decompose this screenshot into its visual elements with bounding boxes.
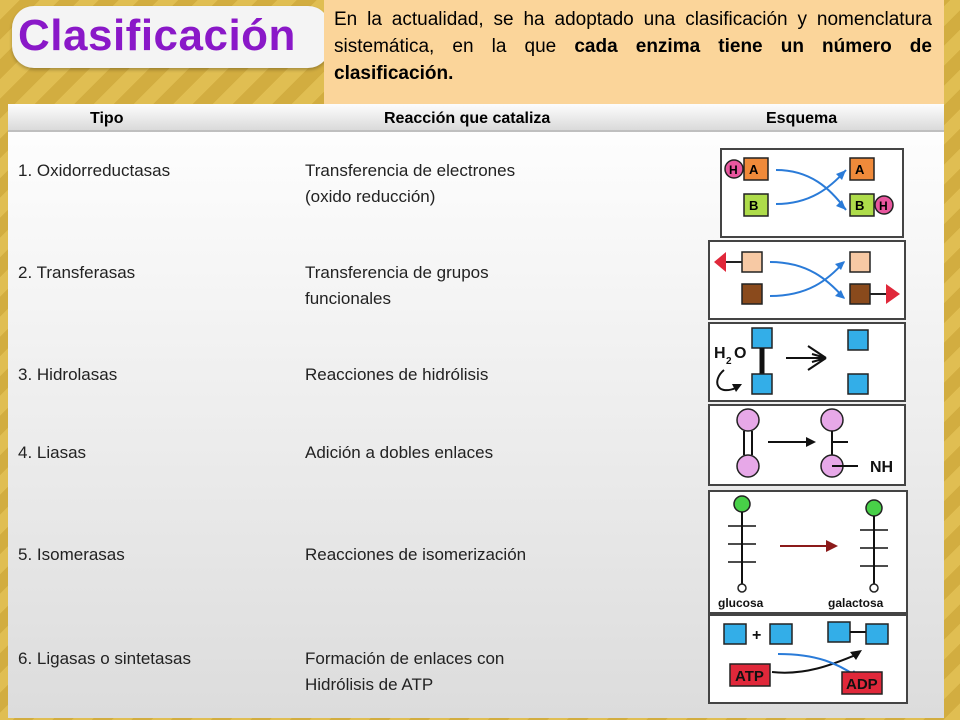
row-1-tipo: 1. Oxidorreductasas: [18, 161, 171, 180]
a-label-left: A: [749, 162, 759, 177]
intro-text: En la actualidad, se ha adoptado una clasificación y nomenclatura sistemática, en la que: [334, 9, 932, 57]
nh-label: NH: [870, 459, 894, 476]
row-1-reaccion-line-2: (oxido reducción): [305, 187, 436, 206]
row-4-tipo: 4. Liasas: [18, 443, 87, 462]
slide-title: Clasificación: [18, 11, 296, 60]
h-label-left: H: [729, 163, 738, 177]
scheme-isomerasas: [708, 490, 908, 614]
row-5-reaccion: Reacciones de isomerización: [305, 545, 527, 564]
scheme-transferasas: [708, 240, 906, 320]
row-1-reaccion-line-1: Transferencia de electrones: [305, 161, 516, 180]
scheme-hidrolasas: [708, 322, 906, 402]
row-6-reaccion: [305, 646, 504, 698]
row-5-tipo: 5. Isomerasas: [18, 545, 125, 564]
row-1-reaccion: [305, 158, 515, 210]
scheme-oxidorreductasas: [720, 148, 904, 238]
row-2-reaccion-line-2: funcionales: [305, 289, 392, 308]
row-3-tipo: 3. Hidrolasas: [18, 365, 118, 384]
header-reaccion: Reacción que cataliza: [384, 110, 551, 127]
row-2-reaccion-line-1: Transferencia de grupos: [305, 263, 489, 282]
row-6-tipo: 6. Ligasas o sintetasas: [18, 649, 191, 668]
header-esquema: Esquema: [766, 110, 838, 127]
scheme-liasas: [708, 404, 906, 486]
b-label-right: B: [855, 198, 865, 213]
adp-label: ADP: [846, 676, 878, 693]
row-4-reaccion: Adición a dobles enlaces: [305, 443, 494, 462]
row-6-reaccion-line-1: Formación de enlaces con: [305, 649, 505, 668]
atp-label: ATP: [735, 668, 764, 685]
h2o-sub: 2: [726, 356, 732, 367]
h-label-right: H: [879, 199, 888, 213]
intro-end: .: [448, 63, 454, 84]
header-tipo: Tipo: [90, 110, 124, 127]
plus-sign: +: [752, 627, 762, 644]
a-label-right: A: [855, 162, 865, 177]
row-2-tipo: 2. Transferasas: [18, 263, 136, 282]
h2o-h: H: [714, 345, 726, 362]
scheme-ligasas: [708, 614, 908, 704]
b-label-left: B: [749, 198, 759, 213]
h2o-o: O: [734, 345, 747, 362]
intro-bold: cada enzima tiene un número de clasificación: [334, 36, 932, 84]
intro-box: [324, 0, 944, 104]
glucosa-label: glucosa: [718, 596, 764, 610]
galactosa-label: galactosa: [828, 596, 884, 610]
row-2-reaccion: [305, 260, 489, 312]
row-3-reaccion: Reacciones de hidrólisis: [305, 365, 489, 384]
row-6-reaccion-line-2: Hidrólisis de ATP: [305, 675, 434, 694]
